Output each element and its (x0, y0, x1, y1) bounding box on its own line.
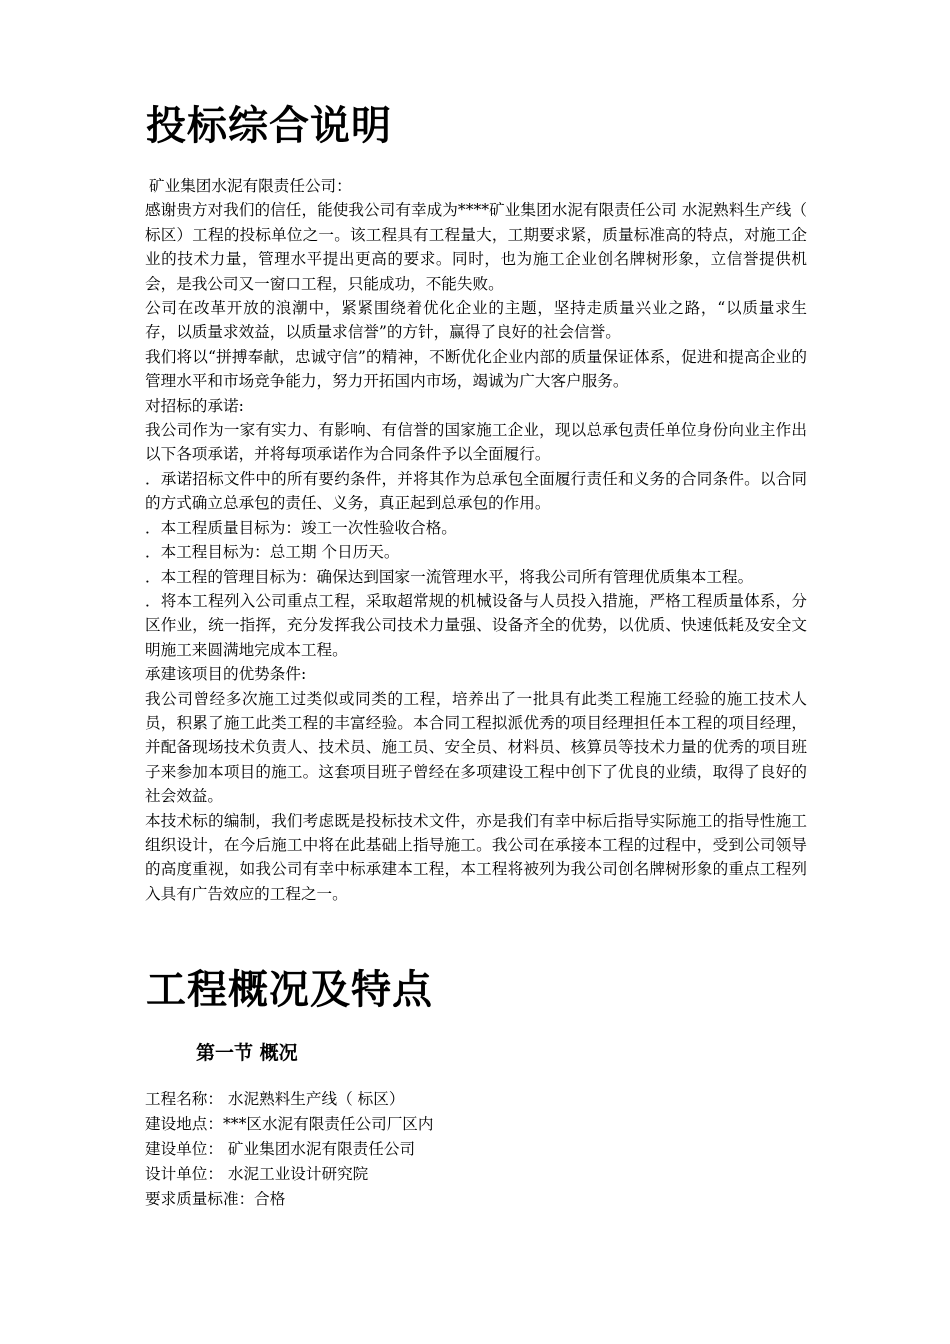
bid-overview-body (145, 174, 807, 906)
paragraph: 公司在改革开放的浪潮中，紧紧围绕着优化企业的主题，坚持走质量兴业之路，“以质量求生存，以质量求效益，以质量求信誉”的方针，赢得了良好的社会信誉。 (145, 299, 807, 342)
project-info-list (145, 1087, 807, 1212)
section-title-bid-overview: 投标综合说明 (146, 103, 392, 149)
paragraph-heading: 承建该项目的优势条件: (145, 665, 307, 684)
commitment-item: ．本工程目标为：总工期 个日历天。 (145, 543, 400, 562)
paragraph: 我公司曾经多次施工过类似或同类的工程，培养出了一批具有此类工程施工经验的施工技术人员，积累了施工此类工程的丰富经验。本合同工程拟派优秀的项目经理担任本工程的项目经理，并配备现场技术负责人、技术员、施工员、安全员、材料员、核算员等技术力量的优秀的项目班子来参加本项目的施工。这套项目班子曾经在多项建设工程中创下了优良的业绩，取得了良好的社会效益。 (145, 689, 807, 806)
commitment-item: ．本工程质量目标为：竣工一次性验收合格。 (145, 518, 457, 537)
info-designer: 设计单位： 水泥工业设计研究院 (145, 1165, 369, 1183)
commitment-item: ．本工程的管理目标为：确保达到国家一流管理水平，将我公司所有管理优质集本工程。 (145, 567, 754, 586)
paragraph: 我公司作为一家有实力、有影响、有信誉的国家施工企业，现以总承包责任单位身份向业主作出以下各项承诺，并将每项承诺作为合同条件予以全面履行。 (145, 421, 807, 464)
paragraph-salutation: 矿业集团水泥有限责任公司： (149, 177, 352, 195)
info-project-name: 工程名称： 水泥熟料生产线（ 标区） (145, 1090, 405, 1108)
subsection-title: 第一节 概况 (196, 1042, 298, 1064)
commitment-item: ．将本工程列入公司重点工程，采取超常规的机械设备与人员投入措施，严格工程质量体系，分区作业，统一指挥，充分发挥我公司技术力量强、设备齐全的优势，以优质、快速低耗及安全文明施工来圆满地完成本工程。 (145, 591, 807, 659)
paragraph: 本技术标的编制，我们考虑既是投标技术文件，亦是我们有幸中标后指导实际施工的指导性施工组织设计，在今后施工中将在此基础上指导施工。我公司在承接本工程的过程中，受到公司领导的高度重视，如我公司有幸中标承建本工程，本工程将被列为我公司创名牌树形象的重点工程列入具有广告效应的工程之一。 (145, 811, 807, 903)
section-title-project-overview: 工程概况及特点 (146, 967, 433, 1013)
info-quality-standard: 要求质量标准：合格 (145, 1190, 286, 1208)
info-location: 建设地点：***区水泥有限责任公司厂区内 (145, 1115, 434, 1133)
paragraph-heading: 对招标的承诺: (145, 396, 244, 415)
paragraph: 我们将以“拼搏奉献，忠诚守信”的精神，不断优化企业内部的质量保证体系，促进和提高企业的管理水平和市场竞争能力，努力开拓国内市场，竭诚为广大客户服务。 (145, 347, 807, 391)
paragraph: 感谢贵方对我们的信任，能使我公司有幸成为****矿业集团水泥有限责任公司 水泥熟料生产线（ 标区）工程的投标单位之一。该工程具有工程量大，工期要求紧，质量标准高的特点，对施工企业的技术力量，管理水平提出更高的要求。同时，也为施工企业创名牌树形象，立信誉提供机会，是我公司又一窗口工程，只能成功，不能失败。 (145, 201, 807, 293)
commitment-item: ．承诺招标文件中的所有要约条件，并将其作为总承包全面履行责任和义务的合同条件。以合同的方式确立总承包的责任、义务，真正起到总承包的作用。 (145, 469, 807, 513)
info-owner: 建设单位： 矿业集团水泥有限责任公司 (145, 1140, 416, 1158)
